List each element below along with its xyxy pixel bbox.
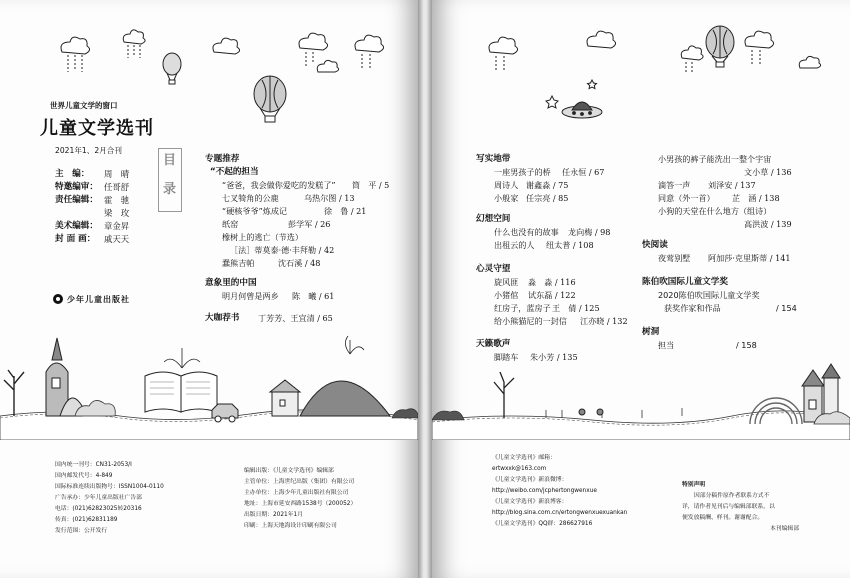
info-line: 发行范围：公开发行 bbox=[55, 528, 108, 534]
toc-item-title[interactable]: 小般家 bbox=[494, 193, 519, 203]
toc-section-heading: 心灵守望 bbox=[476, 264, 511, 274]
info-line: 主办单位：上海少年儿童出版社有限公司 bbox=[244, 490, 349, 496]
info-line: 编辑出版：《儿童文学选刊》编辑部 bbox=[244, 468, 334, 474]
tree-icon bbox=[4, 370, 24, 416]
toc-item-title[interactable]: 明月何曾是两乡 bbox=[222, 291, 279, 301]
hot-air-balloon-icon bbox=[706, 26, 734, 67]
toc-item-author: 试东磊 / 122 bbox=[528, 290, 576, 300]
toc-item-title[interactable]: 红房子，蓝房子 bbox=[494, 303, 551, 313]
toc-item-author: 文小草 / 136 bbox=[744, 167, 792, 177]
info-line: 国际标准连续出版物号：ISSN1004-0110 bbox=[55, 484, 164, 490]
info-line: 《儿童文学选刊》新浪博客： bbox=[492, 499, 568, 505]
toc-section-heading: 陈伯吹国际儿童文学奖 bbox=[642, 277, 728, 287]
toc-mark-char: 录 bbox=[163, 182, 177, 197]
toc-item-author: 筒 平 / 5 bbox=[352, 180, 390, 190]
toc-item-title[interactable]: 获奖作家和作品 bbox=[664, 303, 721, 313]
bush-icon bbox=[392, 409, 418, 418]
publisher-logo-icon bbox=[52, 293, 66, 305]
toc-section-heading: 天籁歌声 bbox=[476, 339, 511, 349]
toc-item-title[interactable]: 夜莺别墅 bbox=[658, 253, 691, 263]
cloud-icon bbox=[587, 31, 616, 48]
blog-link[interactable]: http://blog.sina.com.cn/ertongwenxuexuankan bbox=[492, 510, 628, 516]
toc-item-author: 淼 淼 / 116 bbox=[528, 277, 576, 287]
staff-role: 封 面 画： bbox=[55, 234, 96, 244]
magazine-title: 儿童文学选刊 bbox=[40, 118, 154, 139]
open-book-icon bbox=[145, 372, 217, 412]
cloud-icon bbox=[61, 37, 90, 72]
toc-item-title[interactable]: 什么也没有的故事 bbox=[494, 227, 559, 237]
staff-name: 周 晴 bbox=[104, 169, 130, 179]
notice-signature: 本刊编辑部 bbox=[770, 526, 799, 532]
toc-item-title[interactable]: 周诗人 bbox=[494, 180, 519, 190]
staff-name: 霍 驰 bbox=[104, 195, 130, 205]
toc-item-title[interactable]: 小猪倌 bbox=[494, 290, 519, 300]
hill-icon bbox=[300, 336, 390, 416]
hot-air-balloon-icon bbox=[254, 76, 286, 122]
fountain-icon bbox=[164, 348, 200, 368]
toc-item-title[interactable]: 七叉犄角的公鹿 bbox=[222, 193, 279, 203]
publisher-name: 少年儿童出版社 bbox=[67, 294, 130, 304]
cloud-icon bbox=[799, 56, 820, 68]
staff-role: 特邀编审： bbox=[55, 182, 98, 192]
staff-role: 美术编辑： bbox=[55, 221, 98, 231]
toc-item-title[interactable]: “不起的担当 bbox=[210, 167, 259, 177]
toc-mark-char: 目 bbox=[163, 153, 177, 168]
toc-item-author: 阿加莎·克里斯蒂 / 141 bbox=[708, 253, 791, 263]
toc-item-title[interactable]: 纸窑 bbox=[222, 219, 239, 229]
toc-item-title[interactable]: 2020陈伯吹国际儿童文学奖 bbox=[658, 290, 760, 300]
notice-line: 详，请作者见刊后与编辑部联系，以 bbox=[682, 504, 775, 510]
toc-item-author: 丁芳芳、王宜清 / 65 bbox=[258, 313, 333, 323]
toc-item-title[interactable]: 橡树上的逃亡（节选） bbox=[222, 232, 303, 242]
notice-title: 特别声明 bbox=[682, 482, 706, 488]
star-icon bbox=[546, 80, 597, 108]
cloud-icon bbox=[213, 38, 240, 54]
toc-item-author: 徐 鲁 / 21 bbox=[324, 206, 367, 216]
info-line: 传真：(021)62831189 bbox=[55, 517, 118, 523]
toc-item-title[interactable]: 给小熊猫尼的一封信 bbox=[494, 316, 567, 326]
contact-email-link[interactable]: ertwxxk@163.com bbox=[492, 466, 547, 472]
staff-role: 责任编辑： bbox=[55, 195, 98, 205]
toc-section-heading: 快阅读 bbox=[642, 240, 668, 250]
toc-item-title[interactable]: 同意（外一首） bbox=[658, 193, 715, 203]
toc-item-title[interactable]: 脚踏车 bbox=[494, 352, 519, 362]
toc-section-heading: 大咖荐书 bbox=[205, 313, 240, 323]
toc-item-title[interactable]: “爸爸，我会做你爱吃的发糕了” bbox=[222, 180, 336, 190]
toc-item-title[interactable]: 小狗的天堂在什么地方（组诗） bbox=[658, 206, 772, 216]
info-line: 主管单位：上海世纪出版（集团）有限公司 bbox=[244, 479, 355, 485]
toc-item-author: / 154 bbox=[776, 303, 797, 313]
cloud-icon bbox=[123, 30, 145, 58]
cloud-icon bbox=[489, 37, 518, 72]
toc-item-author: 龙向梅 / 98 bbox=[568, 227, 611, 237]
magazine-tagline: 世界儿童文学的窗口 bbox=[50, 101, 118, 110]
cloud-icon bbox=[317, 60, 338, 72]
toc-item-author: 谢鑫淼 / 75 bbox=[526, 180, 569, 190]
toc-section-heading: 写实地带 bbox=[476, 154, 511, 164]
toc-item-title[interactable]: 出租云的人 bbox=[494, 240, 535, 250]
tree-icon bbox=[494, 372, 514, 418]
staff-name: 任哥舒 bbox=[104, 182, 130, 192]
info-line: 国内邮发代号：4-849 bbox=[55, 473, 113, 479]
toc-item-author: 刘泽安 / 137 bbox=[708, 180, 756, 190]
staff-role: 主 编： bbox=[55, 169, 90, 179]
cloud-icon bbox=[355, 35, 384, 70]
toc-item-title[interactable]: “硬核爷爷”炼成记 bbox=[222, 206, 288, 216]
info-line: 《儿童文学选刊》QQ群：286627916 bbox=[492, 521, 593, 527]
weibo-link[interactable]: http://weibo.com/jcphertongwenxue bbox=[492, 488, 597, 494]
hot-air-balloon-icon bbox=[163, 53, 181, 84]
toc-item-title[interactable]: 蠢熊吉帕 bbox=[222, 258, 255, 268]
toc-item-author: ［法］蒂莫泰·德·丰拜勒 / 42 bbox=[230, 245, 335, 255]
toc-item-author: 任永恒 / 67 bbox=[562, 167, 605, 177]
fence-icon bbox=[546, 408, 682, 418]
lamp-post-icon bbox=[579, 409, 603, 415]
ufo-icon bbox=[562, 102, 602, 118]
toc-item-title[interactable]: 旋风匪 bbox=[494, 277, 519, 287]
toc-item-author: 彭学军 / 26 bbox=[288, 219, 331, 229]
toc-item-author: 高洪波 / 139 bbox=[744, 219, 792, 229]
toc-item-author: 任宗亮 / 85 bbox=[526, 193, 569, 203]
toc-item-author: 江亦晓 / 132 bbox=[580, 316, 628, 326]
bush-icon bbox=[432, 411, 464, 420]
toc-item-title[interactable]: 滴答一声 bbox=[658, 180, 691, 190]
info-line: 广告承办：少年儿童出版社广告部 bbox=[55, 495, 142, 501]
notice-line: 因部分稿件原作者联系方式不 bbox=[694, 493, 770, 499]
info-line: 地址：上海市延安西路1538号（200052） bbox=[244, 501, 357, 507]
right-page bbox=[432, 0, 850, 578]
cloud-icon bbox=[299, 33, 328, 66]
left-page bbox=[0, 0, 418, 578]
toc-item-author: 纽太普 / 108 bbox=[546, 240, 594, 250]
toc-section-heading: 意象里的中国 bbox=[205, 278, 257, 288]
bush-icon bbox=[75, 400, 115, 416]
park-illustration bbox=[432, 320, 850, 440]
staff-name: 戚天天 bbox=[104, 234, 130, 244]
town-illustration bbox=[0, 320, 418, 440]
toc-section-heading: 幻想空间 bbox=[476, 214, 511, 224]
cloud-icon bbox=[745, 31, 774, 66]
toc-mark bbox=[158, 148, 182, 212]
toc-item-author: 朱小芳 / 135 bbox=[530, 352, 578, 362]
toc-item-title[interactable]: 小男孩的裤子能洗出一整个宇宙 bbox=[658, 154, 772, 164]
notice-line: 便发放稿酬、样刊。谢谢配合。 bbox=[682, 515, 764, 521]
staff-name: 梁 玫 bbox=[104, 208, 130, 218]
info-line: 《儿童文学选刊》邮箱： bbox=[492, 455, 556, 461]
issue-label: 2021年1、2月合刊 bbox=[55, 146, 122, 155]
toc-section-heading: 专题推荐 bbox=[205, 154, 240, 164]
toc-item-title[interactable]: 一座男孩子的桥 bbox=[494, 167, 551, 177]
small-house-icon bbox=[270, 380, 300, 416]
cloud-icon bbox=[681, 46, 703, 74]
toc-item-author: 陈 曦 / 61 bbox=[292, 291, 335, 301]
info-line: 出版日期：2021年1月 bbox=[244, 512, 304, 518]
book-spine bbox=[418, 0, 432, 578]
toc-item-title[interactable]: 担当 bbox=[658, 340, 675, 350]
castle-tower-icon bbox=[46, 338, 82, 416]
sky-decoration bbox=[432, 0, 850, 130]
info-line: 电话：(021)62823025转20316 bbox=[55, 506, 142, 512]
toc-item-author: 乌热尔图 / 13 bbox=[304, 193, 355, 203]
info-line: 《儿童文学选刊》新浪微博： bbox=[492, 477, 568, 483]
toc-item-author: 沈石溪 / 48 bbox=[278, 258, 321, 268]
toc-section-heading: 树洞 bbox=[642, 327, 660, 337]
info-line: 国内统一刊号：CN31-2053/I bbox=[55, 462, 132, 468]
toc-item-author: 芷 涵 / 138 bbox=[732, 193, 780, 203]
toc-item-author: / 158 bbox=[736, 340, 757, 350]
info-line: 印刷：上海天地海设计印刷有限公司 bbox=[244, 523, 337, 529]
toc-item-author: 王 倩 / 125 bbox=[552, 303, 600, 313]
staff-name: 章金昇 bbox=[104, 221, 130, 231]
